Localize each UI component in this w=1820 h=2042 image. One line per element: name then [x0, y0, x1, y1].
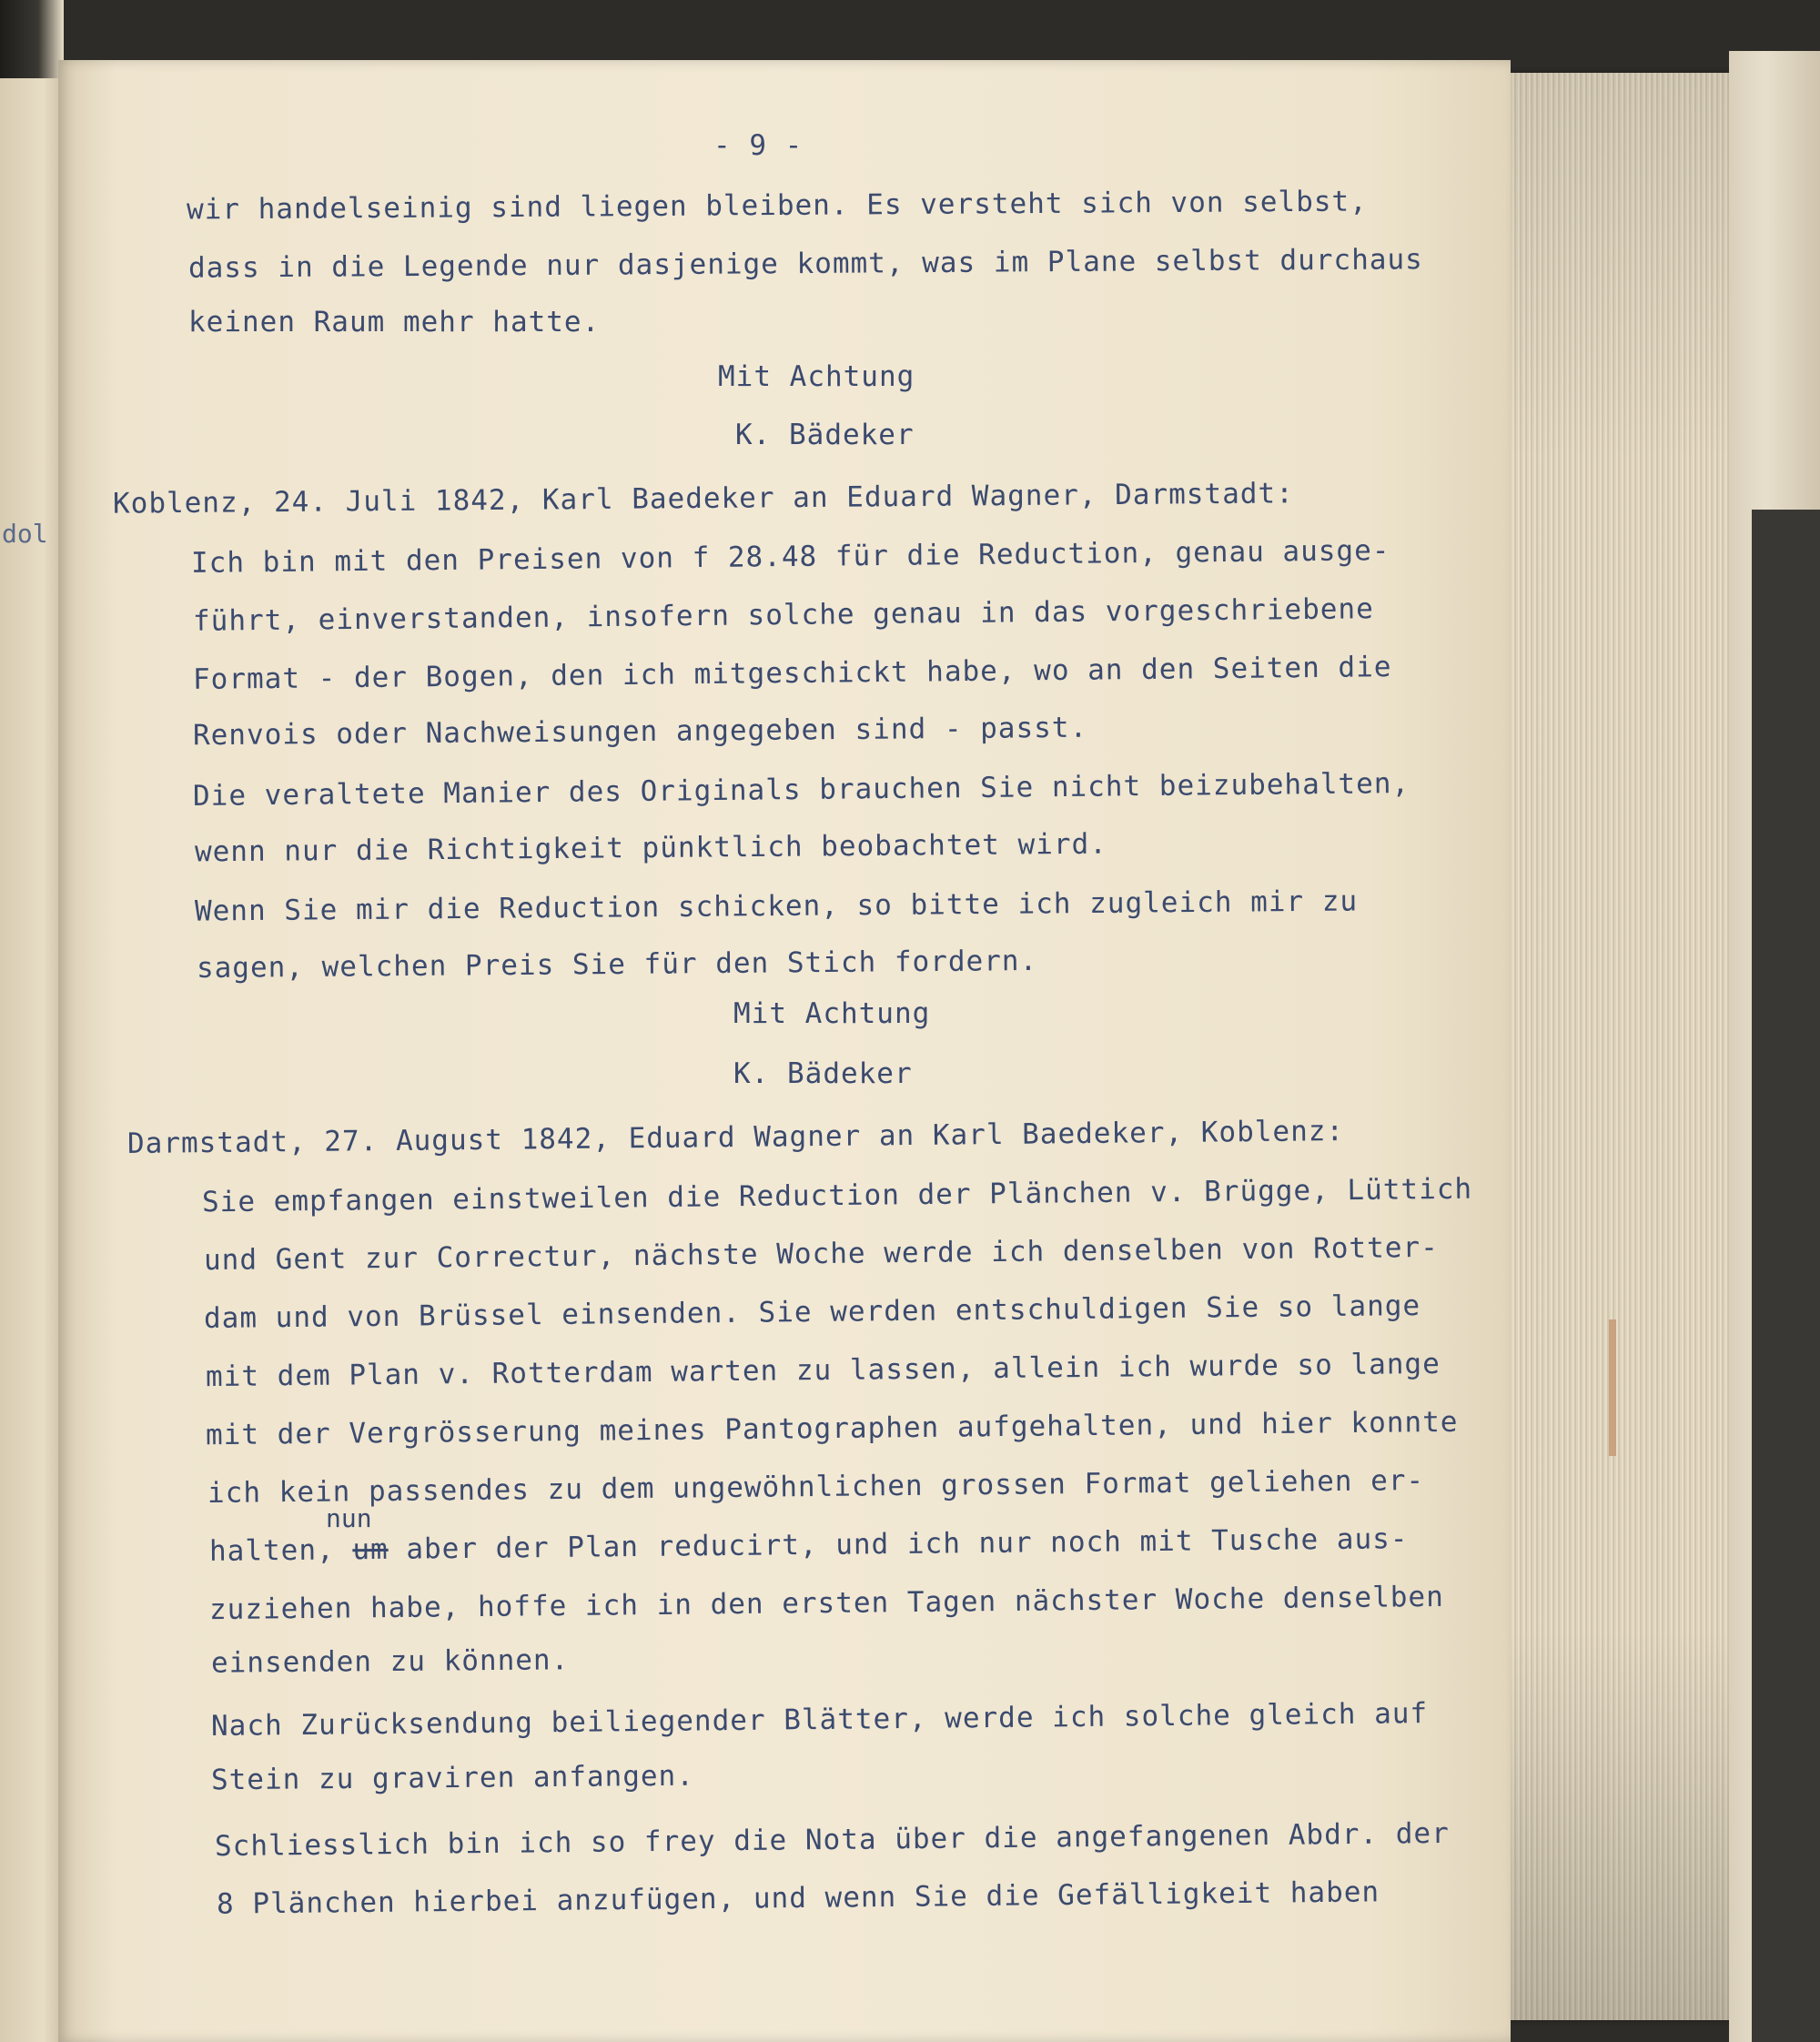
- text-line: Wenn Sie mir die Reduction schicken, so bitte ich zugleich mir zu: [194, 885, 1359, 928]
- text-line: Die veraltete Manier des Originals brauchen Sie nicht beizubehalten,: [192, 766, 1410, 814]
- text-line: führt, einverstanden, insofern solche genau in das vorgeschriebene: [192, 592, 1374, 638]
- closing-line: Mit Achtung: [733, 997, 931, 1030]
- text-line: Nach Zurücksendung beiliegender Blätter, werde ich solche gleich auf: [210, 1697, 1429, 1743]
- letter-heading: Darmstadt, 27. August 1842, Eduard Wagner an Karl Baedeker, Koblenz:: [126, 1115, 1345, 1160]
- text-line: Sie empfangen einstweilen die Reduction der Plänchen v. Brügge, Lüttich: [201, 1172, 1473, 1219]
- text-line: einsenden zu können.: [210, 1643, 570, 1680]
- previous-page-text: dol: [2, 519, 48, 549]
- book-spine-shadow: [1752, 510, 1820, 2042]
- text-line: Format - der Bogen, den ich mitgeschickt habe, wo an den Seiten die: [192, 651, 1392, 696]
- signature: K. Bädeker: [735, 419, 915, 451]
- text-line: dass in die Legende nur dasjenige kommt, was im Plane selbst durchaus: [187, 243, 1423, 285]
- previous-page-edge: [0, 78, 62, 2042]
- text-line: wir handelseinig sind liegen bleiben. Es versteht sich von selbst,: [186, 185, 1368, 227]
- text-line: zuziehen habe, hoffe ich in den ersten Tagen nächster Woche denselben: [208, 1580, 1444, 1627]
- text-line: mit der Vergrösserung meines Pantographen aufgehalten, und hier konnte: [205, 1405, 1459, 1452]
- bookmark-strip: [1609, 1319, 1616, 1456]
- text-line: mit dem Plan v. Rotterdam warten zu lassen, allein ich wurde so lange: [205, 1347, 1441, 1394]
- text-line: dam und von Brüssel einsenden. Sie werden entschuldigen Sie so lange: [203, 1289, 1421, 1335]
- letter-heading: Koblenz, 24. Juli 1842, Karl Baedeker an Eduard Wagner, Darmstadt:: [112, 477, 1294, 521]
- line-prefix: halten,: [208, 1533, 335, 1568]
- handwritten-insertion: nun: [326, 1503, 372, 1533]
- page-block-shade: [1506, 73, 1743, 2020]
- signature: K. Bädeker: [733, 1057, 913, 1090]
- text-line: Stein zu graviren anfangen.: [210, 1759, 695, 1797]
- text-line: Schliesslich bin ich so frey die Nota über die angefangenen Abdr. der: [214, 1816, 1450, 1864]
- struck-word: um: [352, 1532, 389, 1567]
- closing-line: Mit Achtung: [718, 360, 915, 393]
- text-line: sagen, welchen Preis Sie für den Stich fordern.: [196, 944, 1038, 986]
- line-rest: aber der Plan reducirt, und ich nur noch mit Tusche aus-: [406, 1522, 1409, 1566]
- text-line: Ich bin mit den Preisen von f 28.48 für die Reduction, genau ausge-: [190, 534, 1390, 580]
- text-line: und Gent zur Correctur, nächste Woche werde ich denselben von Rotter-: [203, 1230, 1439, 1278]
- text-line: wenn nur die Richtigkeit pünktlich beobachtet wird.: [194, 827, 1107, 869]
- page-number: - 9 -: [713, 129, 804, 162]
- text-line: ich kein passendes zu dem ungewöhnlichen grossen Format geliehen er-: [207, 1464, 1425, 1510]
- text-line: keinen Raum mehr hatte.: [188, 306, 601, 339]
- text-line: 8 Plänchen hierbei anzufügen, und wenn Sie die Gefälligkeit haben: [216, 1875, 1380, 1921]
- text-line: Renvois oder Nachweisungen angegeben sind - passt.: [192, 711, 1088, 753]
- typewritten-page: [58, 60, 1511, 2042]
